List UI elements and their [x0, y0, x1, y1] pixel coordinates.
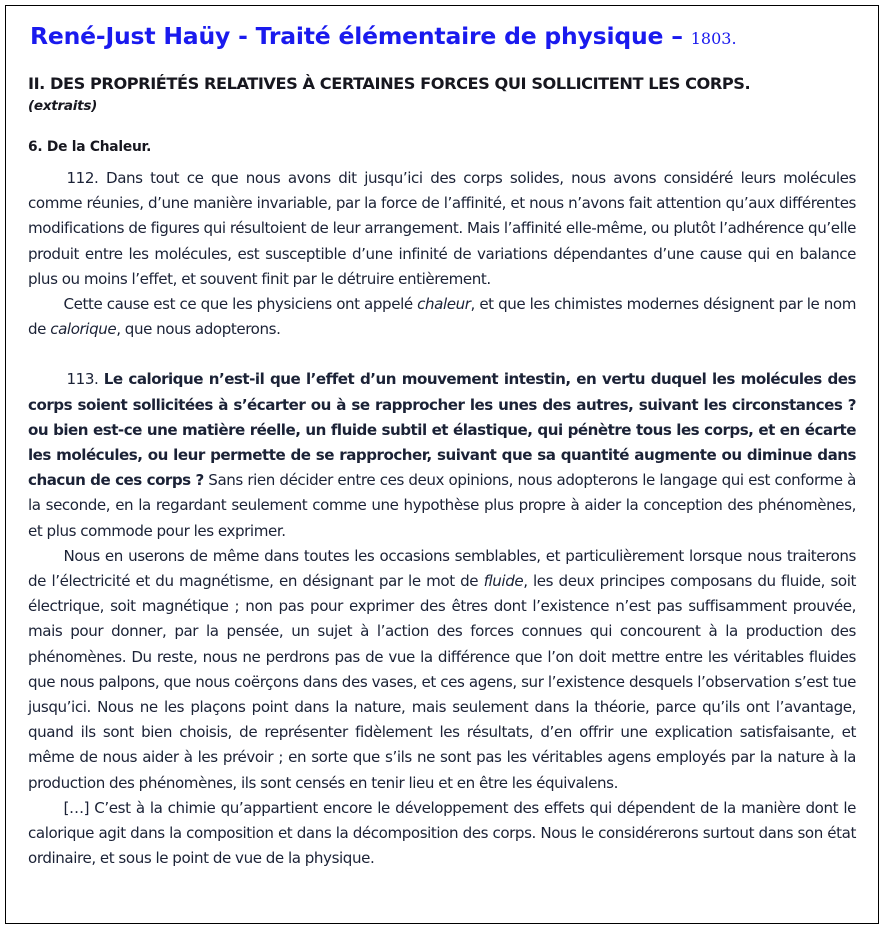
- emphasis-chaleur: chaleur: [417, 294, 471, 313]
- paragraph-112a-text: 112. Dans tout ce que nous avons dit jusqu’ici des corps solides, nous avons considéré leurs molécules comme réunies, d’une manière invariable, par la force de l’affinité, et nous n’avons fait attention qu’aux différentes modifications de figures qui résultoient de leur arrangement. Mais l’affinité elle-même, ou plutôt l’adhérence qu’elle produit entre les molécules, est susceptible d’une infinité de variations dépendantes d’une cause qui en balance plus ou moins l’effet, et souvent finit par le détruire entièrement.: [28, 168, 856, 288]
- paragraph-112a: [28, 166, 856, 292]
- paragraph-112b: [28, 292, 856, 342]
- paragraph-112b-part1: Cette cause est ce que les physiciens ont appelé: [63, 294, 418, 313]
- paragraph-113: [28, 367, 856, 543]
- document-title-text: René-Just Haüy - Traité élémentaire de physique –: [30, 22, 691, 50]
- section-heading: II. DES PROPRIÉTÉS RELATIVES À CERTAINES FORCES QUI SOLLICITENT LES CORPS.: [28, 74, 751, 94]
- paragraph-114: [28, 544, 856, 796]
- paragraph-114-part1: Nous en userons de même dans toutes les occasions semblables, et particulièrement lorsque nous traiterons de l’électricité et du magnétisme, en désignant par le mot de: [28, 546, 856, 590]
- document-title: [30, 23, 865, 49]
- paragraph-115-text: […] C’est à la chimie qu’appartient encore le développement des effets qui dépendent de la manière dont le calorique agit dans la composition et dans la décomposition des corps. Nous le considérerons surtout dans son état ordinaire, et sous le point de vue de la physique.: [28, 798, 856, 868]
- document-title-year: 1803.: [690, 29, 737, 48]
- paragraph-113-remainder: Sans rien décider entre ces deux opinions, nous adopterons le langage qui est conforme à la seconde, en la regardant seulement comme une hypothèse plus propre à aider la conception des phénomènes, et plus commode pour les exprimer.: [28, 471, 856, 540]
- paragraph-112b-part2: , et que les chimistes modernes désignent par le nom de: [28, 294, 857, 339]
- paragraph-115: [28, 796, 856, 872]
- emphasis-fluide: fluide: [483, 571, 524, 590]
- paragraph-114-part2: , les deux principes composans du fluide, soit électrique, soit magnétique ; non pas pour exprimer des êtres dont l’existence n’est pas suffisamment prouvée, mais pour donner, par la pensée, un sujet à l’action des forces connues qui concourent à la production des phénomènes. Du reste, nous ne perdrons pas de vue la différence que l’on doit mettre entre les véritables fluides que nous palpons, que nous coërçons dans des vases, et ces agens, sur l’existence desquels l’observation s’est tue jusqu’ici. Nous ne les plaçons point dans la nature, mais seulement dans la théorie, parce qu’ils ont l’avantage, quand ils sont bien choisis, de représenter fidèlement les résultats, d’en offrir une explication satisfaisante, et même de nous aider à les prévoir ; en sorte que s’ils ne sont pas les véritables agens employés par la nature à la production des phénomènes, ils sont censés en tenir lieu et en être les équivalens.: [28, 571, 856, 792]
- section-note: (extraits): [28, 97, 98, 114]
- paragraph-112b-part3: , que nous adopterons.: [116, 320, 281, 339]
- page-content: [6, 6, 878, 923]
- subsection-heading: 6. De la Chaleur.: [28, 138, 152, 155]
- emphasis-calorique: calorique: [50, 320, 117, 339]
- paragraph-113-number: 113.: [66, 370, 104, 389]
- paragraph-113-bold-question: Le calorique n’est-il que l’effet d’un mouvement intestin, en vertu duquel les molécules des corps soient sollicitées à s’écarter ou à se rapprocher les unes des autres, suivant les circonstances ? ou bien est-ce une matière réelle, un fluide subtil et élastique, qui pénètre tous les corps, et en écarte les molécules, ou leur permette de se rapprocher, suivant que sa quantité augmente ou diminue dans chacun de ces corps ?: [28, 370, 856, 490]
- body-text-block: [28, 166, 856, 871]
